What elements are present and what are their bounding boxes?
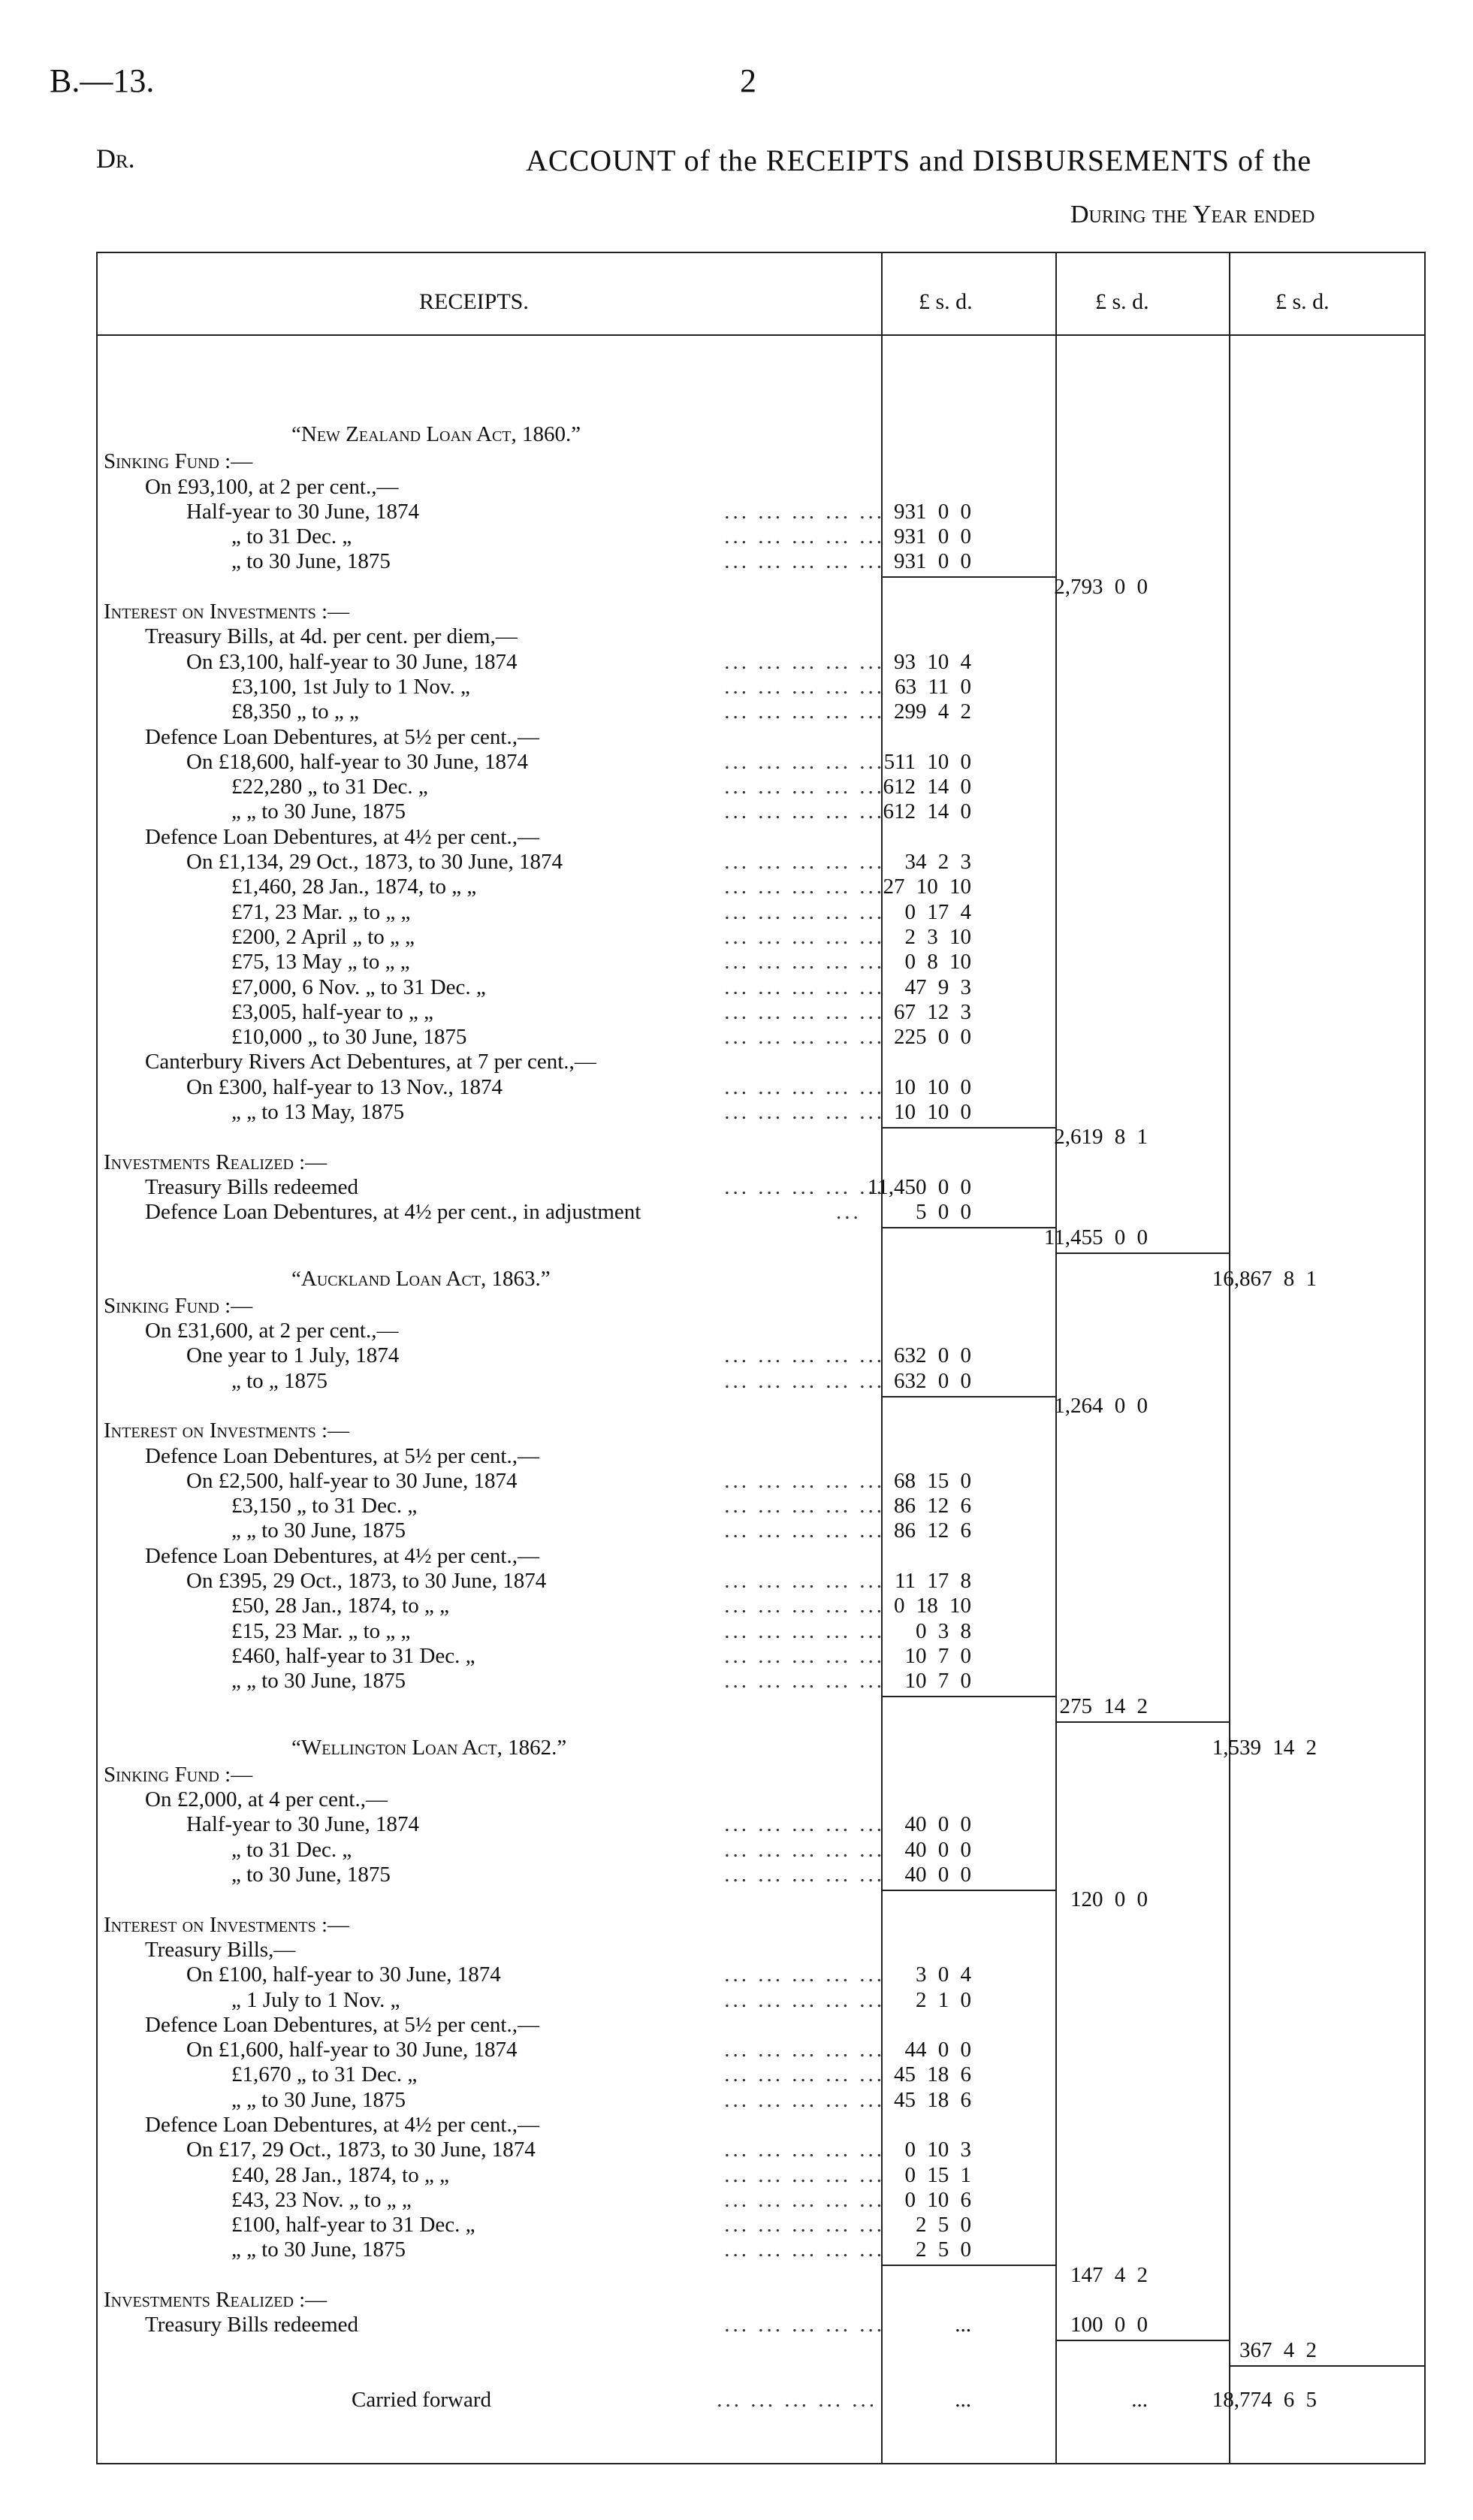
subsection-heading: Investments Realized :— (104, 2288, 328, 2313)
leader-dots: ... ... ... ... ... (724, 2213, 885, 2237)
ledger-row (104, 799, 1411, 824)
page-ref: B.—13. (50, 62, 155, 99)
amount-c1: 931 0 0 (894, 549, 971, 574)
leader-dots: ... ... ... ... ... (724, 1963, 885, 1987)
amount-c1: 299 4 2 (894, 699, 971, 724)
ledger-row (104, 1319, 1411, 1343)
row-label: On £93,100, at 2 per cent.,— (145, 474, 399, 499)
amount-c1: 10 10 0 (894, 1074, 971, 1099)
ledger-row (104, 1569, 1411, 1594)
ledger-row (104, 2113, 1411, 2138)
ledger-row (104, 1025, 1411, 1050)
ledger-row (104, 875, 1411, 899)
row-label: On £31,600, at 2 per cent.,— (145, 1319, 399, 1343)
subsection-heading: Sinking Fund :— (104, 1762, 253, 1787)
ledger-row (104, 2237, 1411, 2262)
ledger-row (104, 1469, 1411, 1494)
amount-c2: 1,264 0 0 (1054, 1393, 1148, 1418)
amount-c1: 11 17 8 (895, 1569, 971, 1594)
ledger-row (104, 1419, 1411, 1443)
ledger-row (104, 1250, 1411, 1294)
amount-c1: ... (955, 2388, 971, 2413)
amount-c1: 2 3 10 (904, 924, 971, 949)
ledger-row (104, 1225, 1411, 1250)
leader-dots: ... ... ... ... ... (717, 2388, 877, 2413)
ledger-row (104, 1913, 1411, 1938)
row-label: On £100, half-year to 30 June, 1874 (186, 1963, 501, 1987)
leader-dots: ... ... ... ... ... (724, 799, 885, 824)
subsection-heading: Sinking Fund :— (104, 449, 253, 474)
ledger-row (104, 950, 1411, 974)
row-label: On £395, 29 Oct., 1873, to 30 June, 1874 (186, 1569, 547, 1594)
row-label: „ „ to 30 June, 1875 (231, 1518, 406, 1543)
amount-c1: 5 0 0 (916, 1200, 971, 1225)
amount-c1: 11,450 0 0 (867, 1174, 971, 1199)
ledger-row (104, 1000, 1411, 1025)
subsection-heading: Interest on Investments :— (104, 600, 350, 624)
row-label: £3,005, half-year to „ „ (231, 999, 433, 1024)
row-label: „ to 30 June, 1875 (231, 1863, 391, 1887)
row-label: „ 1 July to 1 Nov. „ (231, 1987, 400, 2012)
money-column-header-1: £ s. d. (919, 289, 973, 314)
amount-c1: ... (955, 2313, 971, 2337)
amount-c3: 18,774 6 5 (1212, 2388, 1317, 2413)
row-label: Treasury Bills, at 4d. per cent. per diem,— (145, 624, 518, 649)
amount-c2: 100 0 0 (1070, 2313, 1148, 2337)
ledger-row (104, 900, 1411, 925)
ledger-row (104, 1812, 1411, 1837)
amount-c1: 0 15 1 (904, 2162, 971, 2187)
ledger-row (104, 500, 1411, 524)
ledger-row (104, 699, 1411, 724)
row-label: On £17, 29 Oct., 1873, to 30 June, 1874 (186, 2138, 536, 2162)
amount-c2: ... (1131, 2388, 1148, 2413)
ledger-row (104, 750, 1411, 775)
row-label: „ to 31 Dec. „ (231, 1837, 352, 1862)
ledger-row (104, 1763, 1411, 1787)
row-label: Treasury Bills redeemed (145, 2313, 359, 2337)
leader-dots: ... ... ... ... ... (724, 1494, 885, 1518)
amount-c3: 367 4 2 (1239, 2337, 1317, 2362)
leader-dots: ... ... ... ... ... (724, 1618, 885, 1643)
row-label: Defence Loan Debentures, at 4½ per cent.,— (145, 1543, 539, 1568)
leader-dots: ... ... ... ... ... (724, 1863, 885, 1887)
leader-dots: ... ... ... ... ... (724, 1812, 885, 1837)
leader-dots: ... ... ... ... ... (724, 749, 885, 774)
leader-dots: ... ... ... ... ... (724, 649, 885, 674)
ledger-row (104, 1175, 1411, 1200)
row-label: One year to 1 July, 1874 (186, 1343, 400, 1368)
ledger-row (104, 1719, 1411, 1763)
ledger-row (104, 549, 1411, 574)
amount-c3: 1,539 14 2 (1212, 1735, 1317, 1760)
amount-c1: 27 10 10 (883, 875, 971, 899)
amount-c2: 120 0 0 (1070, 1887, 1148, 1912)
ledger-row (104, 2338, 1411, 2363)
amount-c1: 63 11 0 (895, 674, 971, 699)
row-label: „ „ to 30 June, 1875 (231, 1669, 406, 1694)
amount-c1: 86 12 6 (894, 1494, 971, 1518)
leader-dots: ... ... ... ... ... (724, 999, 885, 1024)
amount-c3: 16,867 8 1 (1212, 1266, 1317, 1291)
row-label: £7,000, 6 Nov. „ to 31 Dec. „ (231, 974, 486, 999)
ledger-row (104, 825, 1411, 850)
leader-dots: ... ... ... ... ... (724, 1100, 885, 1125)
ledger-row (104, 1343, 1411, 1368)
amount-c1: 2 5 0 (916, 2237, 971, 2262)
amount-c2: 2,619 8 1 (1054, 1125, 1148, 1150)
amount-c2: 147 4 2 (1070, 2262, 1148, 2287)
amount-c1: 45 18 6 (894, 2062, 971, 2087)
page-title: ACCOUNT of the RECEIPTS and DISBURSEMENTS of the (526, 144, 1312, 177)
amount-c1: 10 10 0 (894, 1100, 971, 1125)
amount-c1: 612 14 0 (883, 799, 971, 824)
row-label: On £2,000, at 4 per cent.,— (145, 1787, 388, 1812)
money-column-header-3: £ s. d. (1275, 289, 1330, 314)
subsection-heading: Interest on Investments :— (104, 1419, 350, 1443)
ledger-row (104, 1200, 1411, 1225)
amount-c1: 68 15 0 (894, 1468, 971, 1493)
amount-c1: 2 5 0 (916, 2213, 971, 2237)
amount-c1: 612 14 0 (883, 775, 971, 799)
leader-dots: ... ... ... ... ... (724, 2038, 885, 2062)
row-label: On £1,600, half-year to 30 June, 1874 (186, 2038, 518, 2062)
leader-dots: ... ... ... ... ... (724, 850, 885, 875)
leader-dots: ... ... ... ... ... (724, 549, 885, 574)
receipt-lines (104, 381, 1411, 2413)
amount-c1: 511 10 0 (883, 749, 971, 774)
leader-dots: ... ... ... ... ... (724, 524, 885, 549)
ledger-row (104, 2163, 1411, 2188)
row-label: £43, 23 Nov. „ to „ „ (231, 2187, 412, 2212)
leader-dots: ... ... ... ... ... (724, 674, 885, 699)
row-label: „ to „ 1875 (231, 1368, 328, 1393)
leader-dots: ... ... ... ... ... (724, 2138, 885, 2162)
row-label: Carried forward (352, 2388, 491, 2413)
amount-c1: 10 7 0 (904, 1643, 971, 1668)
ledger-row (104, 1644, 1411, 1669)
ledger-row (104, 775, 1411, 799)
receipts-table (96, 252, 1426, 2464)
ledger-row (104, 1863, 1411, 1887)
leader-dots: ... ... ... ... ... (724, 1468, 885, 1493)
leader-dots: ... ... ... ... ... (724, 1368, 885, 1393)
ledger-row (104, 2313, 1411, 2337)
amount-c1: 632 0 0 (894, 1368, 971, 1393)
ledger-row (104, 2062, 1411, 2087)
ledger-row (104, 1125, 1411, 1150)
ledger-row (104, 675, 1411, 699)
amount-c1: 0 18 10 (894, 1594, 971, 1618)
leader-dots: ... ... ... ... ... (724, 2087, 885, 2112)
ledger-row (104, 381, 1411, 406)
ledger-row (104, 1963, 1411, 1987)
row-label: „ to 30 June, 1875 (231, 549, 391, 574)
row-label: On £3,100, half-year to 30 June, 1874 (186, 649, 518, 674)
row-label: £3,100, 1st July to 1 Nov. „ (231, 674, 470, 699)
row-label: „ „ to 30 June, 1875 (231, 799, 406, 824)
ledger-row (104, 1694, 1411, 1719)
ledger-row (104, 1938, 1411, 1963)
amount-c1: 67 12 3 (894, 999, 971, 1024)
leader-dots: ... ... ... ... ... (724, 2237, 885, 2262)
ledger-row (104, 1594, 1411, 1618)
leader-dots: ... ... ... ... ... (724, 1594, 885, 1618)
amount-c1: 3 0 4 (916, 1963, 971, 1987)
page-number: 2 (740, 62, 756, 99)
row-label: £1,460, 28 Jan., 1874, to „ „ (231, 875, 477, 899)
row-label: Defence Loan Debentures, at 4½ per cent.,— (145, 824, 539, 849)
subsection-heading: Interest on Investments :— (104, 1912, 350, 1937)
ledger-row (104, 1100, 1411, 1125)
amount-c1: 86 12 6 (894, 1518, 971, 1543)
row-label: Defence Loan Debentures, at 5½ per cent.,— (145, 2012, 539, 2037)
row-label: „ „ to 30 June, 1875 (231, 2087, 406, 2112)
ledger-row (104, 1394, 1411, 1419)
row-label: £71, 23 Mar. „ to „ „ (231, 899, 411, 924)
amount-c1: 2 1 0 (916, 1987, 971, 2012)
leader-dots: ... ... ... ... ... (724, 924, 885, 949)
ledger-row (104, 1294, 1411, 1319)
row-label: £10,000 „ to 30 June, 1875 (231, 1025, 467, 1050)
leader-dots: ... ... ... ... ... (724, 1074, 885, 1099)
receipts-column-header: RECEIPTS. (419, 289, 529, 314)
page-subtitle: During the Year ended (1070, 201, 1315, 228)
row-label: Defence Loan Debentures, at 5½ per cent.,— (145, 724, 539, 749)
ledger-row (104, 575, 1411, 600)
leader-dots: ... ... ... ... ... (724, 499, 885, 524)
ledger-row (104, 2263, 1411, 2288)
amount-c1: 632 0 0 (894, 1343, 971, 1368)
amount-c1: 40 0 0 (904, 1812, 971, 1837)
leader-dots: ... ... ... ... ... (724, 1518, 885, 1543)
ledger-row (104, 650, 1411, 675)
leader-dots: ... ... ... ... ... (724, 1987, 885, 2012)
amount-c1: 34 2 3 (904, 850, 971, 875)
ledger-row (104, 1619, 1411, 1644)
ledger-row (104, 1544, 1411, 1569)
ledger-row (104, 1518, 1411, 1543)
leader-dots: ... ... ... ... ... (724, 1669, 885, 1694)
dr-label: Dr. (96, 144, 135, 174)
leader-dots: ... ... ... ... ... (724, 875, 885, 899)
amount-c1: 93 10 4 (894, 649, 971, 674)
row-label: Half-year to 30 June, 1874 (186, 499, 420, 524)
row-label: Defence Loan Debentures, at 4½ per cent.,— (145, 2113, 539, 2137)
ledger-row (104, 2013, 1411, 2038)
ledger-row (104, 524, 1411, 549)
amount-c1: 45 18 6 (894, 2087, 971, 2112)
ledger-row (104, 2213, 1411, 2237)
ledger-row (104, 406, 1411, 449)
amount-c1: 47 9 3 (904, 974, 971, 999)
amount-c1: 225 0 0 (894, 1025, 971, 1050)
leader-dots: ... ... ... ... ... (724, 1643, 885, 1668)
leader-dots: ... ... ... ... ... (724, 2062, 885, 2087)
row-label: Canterbury Rivers Act Debentures, at 7 per cent.,— (145, 1050, 596, 1074)
row-label: £40, 28 Jan., 1874, to „ „ (231, 2162, 449, 2187)
ledger-row (104, 1444, 1411, 1469)
leader-dots: ... ... ... ... ... (724, 950, 885, 974)
row-label: „ to 31 Dec. „ (231, 524, 352, 549)
ledger-row (104, 475, 1411, 500)
ledger-row (104, 2088, 1411, 2113)
leader-dots: ... ... ... ... ... (724, 2187, 885, 2212)
row-label: On £2,500, half-year to 30 June, 1874 (186, 1468, 518, 1493)
ledger-row (104, 850, 1411, 875)
ledger-row (104, 2188, 1411, 2213)
section-title: “Wellington Loan Act, 1862.” (291, 1735, 567, 1760)
amount-c1: 40 0 0 (904, 1837, 971, 1862)
leader-dots: ... ... ... ... ... (724, 1837, 885, 1862)
subsection-heading: Investments Realized :— (104, 1150, 328, 1174)
amount-c1: 0 8 10 (904, 950, 971, 974)
leader-dots: ... ... ... ... ... (724, 1025, 885, 1050)
ledger-row (104, 975, 1411, 1000)
ledger-row (104, 2038, 1411, 2062)
amount-c2: 11,455 0 0 (1043, 1225, 1148, 1249)
amount-c1: 931 0 0 (894, 499, 971, 524)
row-label: £3,150 „ to 31 Dec. „ (231, 1494, 418, 1518)
row-label: Defence Loan Debentures, at 4½ per cent., in adjustment (145, 1200, 641, 1225)
leader-dots: ... ... ... ... ... (724, 699, 885, 724)
ledger-row (104, 1150, 1411, 1175)
row-label: £75, 13 May „ to „ „ (231, 950, 410, 974)
row-label: Treasury Bills,— (145, 1937, 296, 1962)
row-label: £22,280 „ to 31 Dec. „ (231, 775, 428, 799)
row-label: On £18,600, half-year to 30 June, 1874 (186, 749, 529, 774)
ledger-row (104, 1787, 1411, 1812)
row-label: £8,350 „ to „ „ (231, 699, 359, 724)
row-label: £15, 23 Mar. „ to „ „ (231, 1618, 411, 1643)
amount-c2: 275 14 2 (1059, 1694, 1148, 1718)
ledger-row (104, 2388, 1411, 2413)
row-label: „ „ to 30 June, 1875 (231, 2237, 406, 2262)
section-title: “New Zealand Loan Act, 1860.” (291, 422, 581, 447)
leader-dots: ... ... ... ... ... (724, 775, 885, 799)
amount-c1: 0 17 4 (904, 899, 971, 924)
amount-c1: 0 10 6 (904, 2187, 971, 2212)
row-label: £460, half-year to 31 Dec. „ (231, 1643, 475, 1668)
row-label: £50, 28 Jan., 1874, to „ „ (231, 1594, 449, 1618)
ledger-row (104, 2363, 1411, 2388)
leader-dots: ... ... ... ... ... (724, 974, 885, 999)
row-label: Treasury Bills redeemed (145, 1174, 359, 1199)
section-title: “Auckland Loan Act, 1863.” (291, 1266, 551, 1291)
row-label: On £300, half-year to 13 Nov., 1874 (186, 1074, 503, 1099)
leader-dots: ... ... ... ... ... (724, 2162, 885, 2187)
ledger-row (104, 1988, 1411, 2013)
ledger-row (104, 2288, 1411, 2313)
leader-dots: ... ... ... ... ... (724, 1174, 885, 1199)
ledger-row (104, 1669, 1411, 1694)
amount-c1: 10 7 0 (904, 1669, 971, 1694)
ledger-row (104, 1887, 1411, 1912)
leader-dots: ... ... ... ... ... (724, 899, 885, 924)
ledger-row (104, 449, 1411, 474)
ledger-row (104, 1369, 1411, 1394)
row-label: Half-year to 30 June, 1874 (186, 1812, 420, 1837)
ledger-row (104, 2138, 1411, 2162)
amount-c1: 44 0 0 (904, 2038, 971, 2062)
ledger-row (104, 1050, 1411, 1074)
amount-c1: 0 10 3 (904, 2138, 971, 2162)
row-label: £100, half-year to 31 Dec. „ (231, 2213, 475, 2237)
amount-c2: 2,793 0 0 (1054, 574, 1148, 599)
row-label: „ „ to 13 May, 1875 (231, 1100, 405, 1125)
ledger-row (104, 1838, 1411, 1863)
leader-dots: ... (836, 1200, 862, 1225)
leader-dots: ... ... ... ... ... (724, 2313, 885, 2337)
amount-c1: 931 0 0 (894, 524, 971, 549)
ledger-row (104, 725, 1411, 750)
row-label: Defence Loan Debentures, at 5½ per cent.,— (145, 1443, 539, 1468)
money-column-header-2: £ s. d. (1095, 289, 1149, 314)
amount-c1: 0 3 8 (916, 1618, 971, 1643)
subsection-heading: Sinking Fund :— (104, 1293, 253, 1318)
row-label: £200, 2 April „ to „ „ (231, 924, 415, 949)
leader-dots: ... ... ... ... ... (724, 1343, 885, 1368)
row-label: On £1,134, 29 Oct., 1873, to 30 June, 1874 (186, 850, 563, 875)
ledger-row (104, 624, 1411, 649)
amount-c1: 40 0 0 (904, 1863, 971, 1887)
ledger-row (104, 1494, 1411, 1518)
ledger-row (104, 925, 1411, 950)
ledger-row (104, 1075, 1411, 1100)
leader-dots: ... ... ... ... ... (724, 1569, 885, 1594)
row-label: £1,670 „ to 31 Dec. „ (231, 2062, 418, 2087)
ledger-row (104, 600, 1411, 624)
